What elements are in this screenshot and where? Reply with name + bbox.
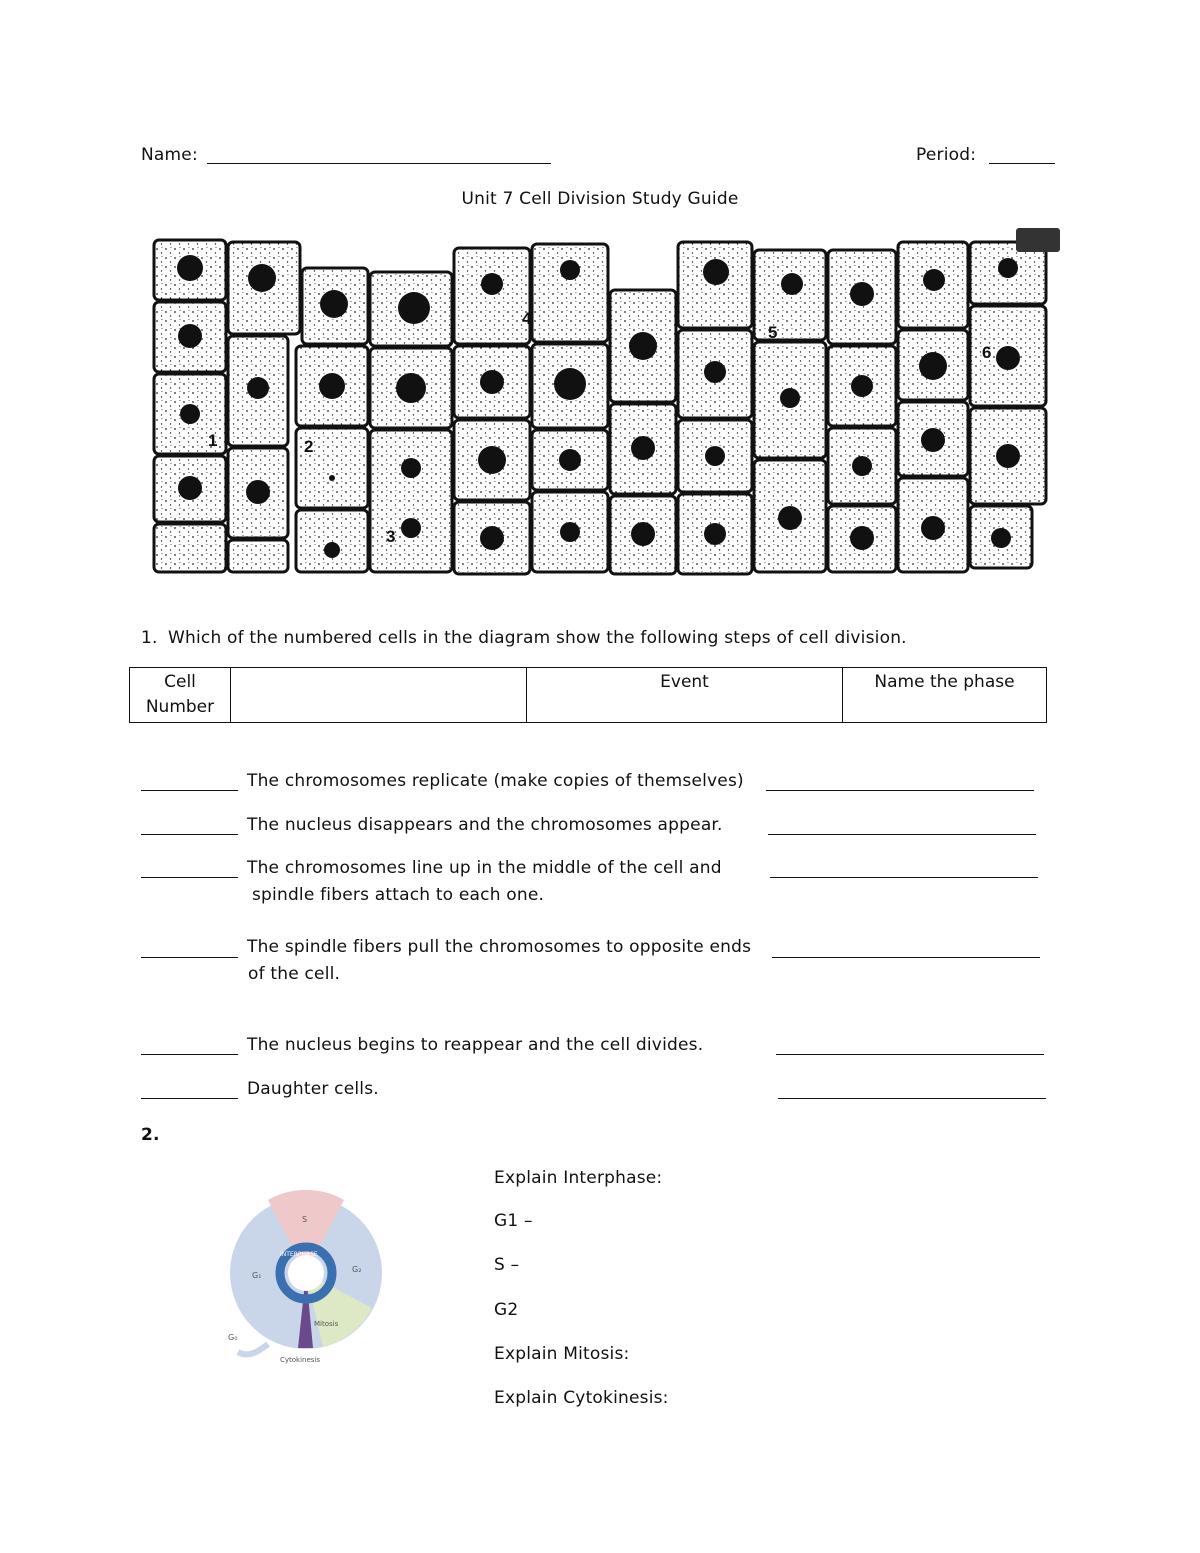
cycle-label-g0: G₀ bbox=[228, 1333, 238, 1342]
step-6-text: Daughter cells. bbox=[247, 1079, 379, 1099]
step-3-text-cont: spindle fibers attach to each one. bbox=[252, 885, 545, 905]
period-label: Period: bbox=[916, 145, 977, 165]
cell-number-2: 2 bbox=[304, 437, 314, 456]
explain-g1: G1 – bbox=[494, 1211, 533, 1231]
cell-number-1: 1 bbox=[208, 431, 218, 450]
explain-s: S – bbox=[494, 1255, 520, 1275]
step-2-text: The nucleus disappears and the chromosomes appear. bbox=[247, 815, 723, 835]
name-blank[interactable] bbox=[207, 163, 551, 164]
steps-table bbox=[129, 667, 1047, 723]
step-4-text: The spindle fibers pull the chromosomes to opposite ends bbox=[247, 937, 752, 957]
cell-number-5: 5 bbox=[768, 323, 778, 342]
name-label: Name: bbox=[141, 145, 198, 165]
step-1-text: The chromosomes replicate (make copies of themselves) bbox=[247, 771, 744, 791]
table-header-cell-number: Cell Number bbox=[130, 668, 231, 723]
cell-cycle-diagram bbox=[218, 1190, 398, 1370]
onion-root-tip-diagram bbox=[146, 228, 1060, 608]
step-4-text-cont: of the cell. bbox=[248, 964, 341, 984]
period-blank[interactable] bbox=[989, 163, 1055, 164]
explain-interphase: Explain Interphase: bbox=[494, 1168, 663, 1188]
cell-number-3: 3 bbox=[386, 527, 396, 546]
step-5-cell-blank[interactable] bbox=[141, 1054, 238, 1055]
step-2-phase-blank[interactable] bbox=[768, 834, 1036, 835]
step-6-cell-blank[interactable] bbox=[141, 1098, 238, 1099]
step-1-phase-blank[interactable] bbox=[766, 790, 1034, 791]
cycle-label-s: S bbox=[302, 1215, 308, 1224]
table-header-blank bbox=[231, 668, 527, 723]
cycle-label-g1: G₁ bbox=[252, 1271, 262, 1280]
step-2-cell-blank[interactable] bbox=[141, 834, 238, 835]
explain-mitosis: Explain Mitosis: bbox=[494, 1344, 630, 1364]
step-3-text: The chromosomes line up in the middle of the cell and bbox=[247, 858, 722, 878]
table-header-phase: Name the phase bbox=[843, 668, 1047, 723]
step-5-text: The nucleus begins to reappear and the cell divides. bbox=[247, 1035, 704, 1055]
step-4-phase-blank[interactable] bbox=[772, 957, 1040, 958]
cycle-label-g2: G₂ bbox=[352, 1265, 362, 1274]
cycle-label-cytokinesis: Cytokinesis bbox=[280, 1356, 321, 1364]
step-6-phase-blank[interactable] bbox=[778, 1098, 1046, 1099]
cycle-label-interphase: INTERPHASE bbox=[280, 1251, 318, 1258]
cell-number-4: 4 bbox=[522, 309, 532, 328]
explain-cytokinesis: Explain Cytokinesis: bbox=[494, 1388, 669, 1408]
step-1-cell-blank[interactable] bbox=[141, 790, 238, 791]
cycle-label-mitosis: Mitosis bbox=[314, 1320, 339, 1328]
question-1-number: 1. bbox=[141, 628, 158, 648]
cell-number-6: 6 bbox=[982, 343, 992, 362]
step-5-phase-blank[interactable] bbox=[776, 1054, 1044, 1055]
question-2-number: 2. bbox=[141, 1125, 160, 1145]
step-4-cell-blank[interactable] bbox=[141, 957, 238, 958]
question-1-prompt: Which of the numbered cells in the diagram show the following steps of cell division. bbox=[168, 628, 907, 648]
explain-g2: G2 bbox=[494, 1300, 519, 1320]
page-title: Unit 7 Cell Division Study Guide bbox=[461, 189, 739, 209]
step-3-phase-blank[interactable] bbox=[770, 877, 1038, 878]
step-3-cell-blank[interactable] bbox=[141, 877, 238, 878]
table-header-event: Event bbox=[527, 668, 843, 723]
